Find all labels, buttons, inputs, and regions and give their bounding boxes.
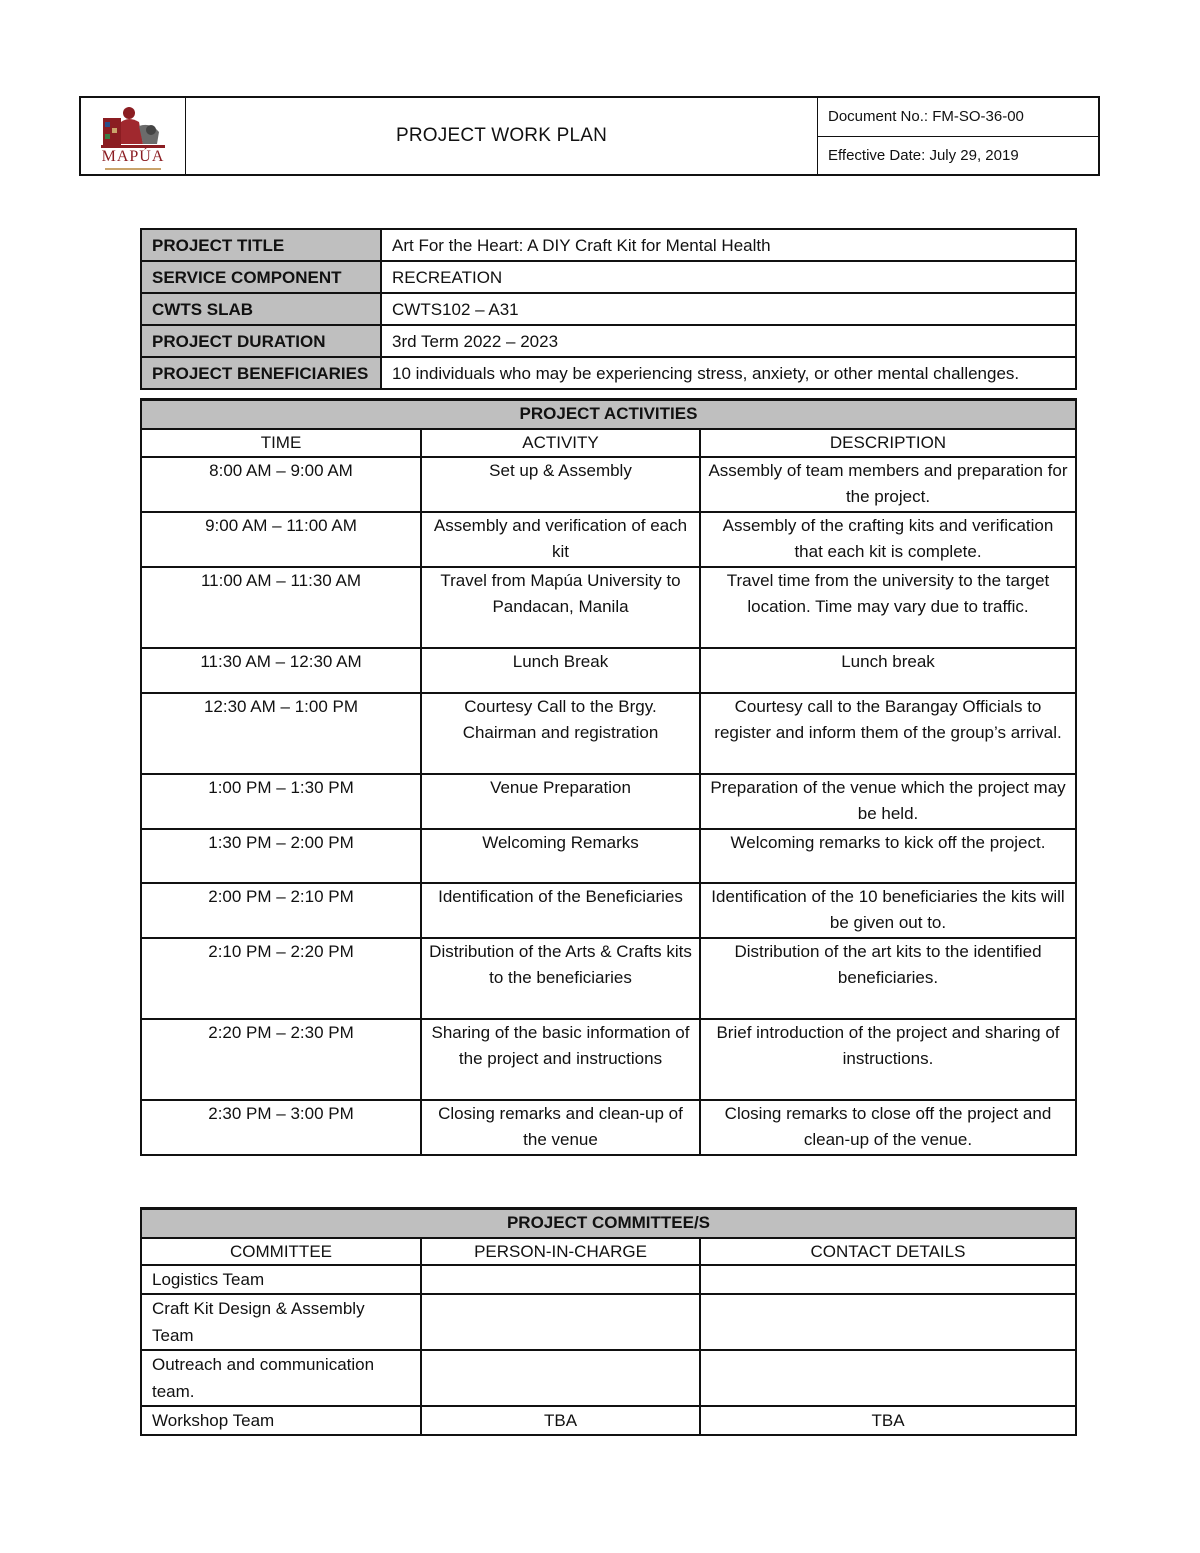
activity-time: 2:20 PM – 2:30 PM [141, 1019, 421, 1100]
info-label: PROJECT BENEFICIARIES [141, 357, 381, 389]
activity-description: Preparation of the venue which the project may be held. [700, 774, 1076, 829]
person-in-charge [421, 1294, 700, 1350]
table-row [141, 693, 1076, 774]
info-label: CWTS SLAB [141, 293, 381, 325]
contact-details [700, 1265, 1076, 1294]
contact-details: TBA [700, 1406, 1076, 1435]
info-value: 10 individuals who may be experiencing stress, anxiety, or other mental challenges. [381, 357, 1076, 389]
table-row [141, 1350, 1076, 1406]
info-value: 3rd Term 2022 – 2023 [381, 325, 1076, 357]
activity-name: Travel from Mapúa University to Pandacan, Manila [421, 567, 700, 648]
committee-name: Logistics Team [141, 1265, 421, 1294]
activity-description: Lunch break [700, 648, 1076, 693]
info-label: SERVICE COMPONENT [141, 261, 381, 293]
committee-name: Outreach and communication team. [141, 1350, 421, 1406]
person-in-charge: TBA [421, 1406, 700, 1435]
activity-time: 11:00 AM – 11:30 AM [141, 567, 421, 648]
activity-name: Distribution of the Arts & Crafts kits to the beneficiaries [421, 938, 700, 1019]
committee-name: Craft Kit Design & Assembly Team [141, 1294, 421, 1350]
info-value: Art For the Heart: A DIY Craft Kit for Mental Health [381, 229, 1076, 261]
activity-name: Welcoming Remarks [421, 829, 700, 883]
table-row [141, 1294, 1076, 1350]
activity-description: Brief introduction of the project and sharing of instructions. [700, 1019, 1076, 1100]
table-row [141, 1265, 1076, 1294]
activity-description: Closing remarks to close off the project and clean-up of the venue. [700, 1100, 1076, 1155]
table-row [141, 567, 1076, 648]
table-row [141, 774, 1076, 829]
table-row [141, 293, 1076, 325]
table-row [141, 938, 1076, 1019]
effective-date: Effective Date: July 29, 2019 [818, 136, 1098, 175]
activity-description: Distribution of the art kits to the identified beneficiaries. [700, 938, 1076, 1019]
table-header-row [141, 429, 1076, 457]
contact-details [700, 1350, 1076, 1406]
column-header: COMMITTEE [141, 1238, 421, 1265]
activity-time: 9:00 AM – 11:00 AM [141, 512, 421, 567]
table-row [141, 325, 1076, 357]
column-header: PERSON-IN-CHARGE [421, 1238, 700, 1265]
table-row [141, 1019, 1076, 1100]
person-in-charge [421, 1265, 700, 1294]
table-row [141, 357, 1076, 389]
activity-time: 1:30 PM – 2:00 PM [141, 829, 421, 883]
committee-table [140, 1207, 1077, 1436]
column-header: CONTACT DETAILS [700, 1238, 1076, 1265]
activity-name: Closing remarks and clean-up of the venue [421, 1100, 700, 1155]
committee-name: Workshop Team [141, 1406, 421, 1435]
table-row [141, 261, 1076, 293]
activity-description: Assembly of team members and preparation for the project. [700, 457, 1076, 512]
table-row [141, 1100, 1076, 1155]
activity-time: 2:30 PM – 3:00 PM [141, 1100, 421, 1155]
activity-name: Courtesy Call to the Brgy. Chairman and registration [421, 693, 700, 774]
activity-time: 2:10 PM – 2:20 PM [141, 938, 421, 1019]
project-info-table [140, 228, 1077, 390]
table-row [141, 648, 1076, 693]
table-title-row [141, 1209, 1076, 1238]
activity-time: 11:30 AM – 12:30 AM [141, 648, 421, 693]
logo-underline [105, 168, 161, 170]
person-in-charge [421, 1350, 700, 1406]
document-header [79, 96, 1100, 176]
activity-name: Lunch Break [421, 648, 700, 693]
activity-name: Assembly and verification of each kit [421, 512, 700, 567]
contact-details [700, 1294, 1076, 1350]
activity-name: Venue Preparation [421, 774, 700, 829]
activity-time: 2:00 PM – 2:10 PM [141, 883, 421, 938]
activity-time: 12:30 AM – 1:00 PM [141, 693, 421, 774]
table-header-row [141, 1238, 1076, 1265]
table-row [141, 883, 1076, 938]
page-title: PROJECT WORK PLAN [186, 98, 818, 174]
table-row [141, 829, 1076, 883]
info-label: PROJECT DURATION [141, 325, 381, 357]
activity-name: Set up & Assembly [421, 457, 700, 512]
activity-name: Identification of the Beneficiaries [421, 883, 700, 938]
activity-description: Identification of the 10 beneficiaries the kits will be given out to. [700, 883, 1076, 938]
table-row [141, 229, 1076, 261]
column-header: DESCRIPTION [700, 429, 1076, 457]
info-value: RECREATION [381, 261, 1076, 293]
committee-title: PROJECT COMMITTEE/S [141, 1209, 1076, 1238]
mapua-logo-icon [99, 104, 167, 150]
activities-title: PROJECT ACTIVITIES [141, 400, 1076, 429]
activity-time: 1:00 PM – 1:30 PM [141, 774, 421, 829]
table-row [141, 457, 1076, 512]
activity-time: 8:00 AM – 9:00 AM [141, 457, 421, 512]
activity-description: Welcoming remarks to kick off the project. [700, 829, 1076, 883]
logo-text: MAPÚA [101, 148, 165, 165]
activities-table [140, 398, 1077, 1156]
info-label: PROJECT TITLE [141, 229, 381, 261]
logo [81, 98, 186, 174]
document-number: Document No.: FM-SO-36-00 [828, 108, 1024, 126]
activity-description: Courtesy call to the Barangay Officials to register and inform them of the group’s arrival. [700, 693, 1076, 774]
column-header: ACTIVITY [421, 429, 700, 457]
activity-description: Travel time from the university to the target location. Time may vary due to traffic. [700, 567, 1076, 648]
activity-name: Sharing of the basic information of the project and instructions [421, 1019, 700, 1100]
activity-description: Assembly of the crafting kits and verification that each kit is complete. [700, 512, 1076, 567]
table-row [141, 512, 1076, 567]
info-value: CWTS102 – A31 [381, 293, 1076, 325]
table-row [141, 1406, 1076, 1435]
document-meta [818, 98, 1098, 174]
column-header: TIME [141, 429, 421, 457]
table-title-row [141, 400, 1076, 429]
